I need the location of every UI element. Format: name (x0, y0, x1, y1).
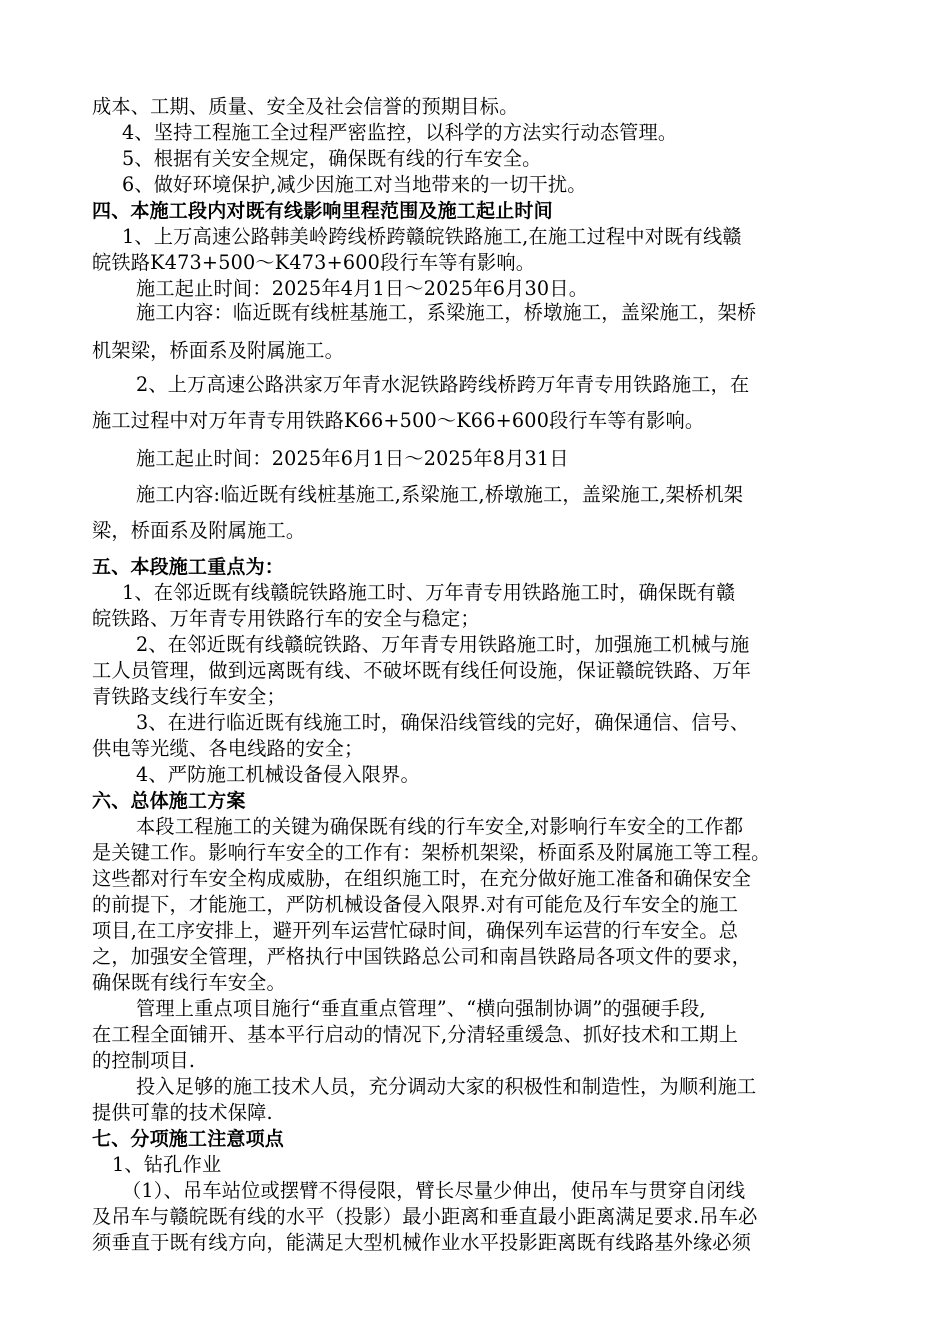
paragraph-line: 及吊车与赣皖既有线的水平（投影）最小距离和垂直最小距离满足要求.吊车必 (92, 1205, 758, 1228)
paragraph-line: 工人员管理，做到远离既有线、不破坏既有线任何设施，保证赣皖铁路、万年 (92, 659, 752, 682)
paragraph-line: 的控制项目. (92, 1049, 196, 1072)
section-heading: 四、本施工段内对既有线影响里程范围及施工起止时间 (92, 200, 553, 222)
paragraph-line: 施工内容:临近既有线桩基施工,系梁施工,桥墩施工，盖梁施工,架桥机架 (136, 483, 744, 506)
paragraph-line: 施工起止时间：2025年4月1日～2025年6月30日。 (136, 277, 589, 300)
paragraph-line: 1、上万高速公路韩美岭跨线桥跨赣皖铁路施工,在施工过程中对既有线赣 (122, 225, 742, 248)
paragraph-line: 2、在邻近既有线赣皖铁路、万年青专用铁路施工时，加强施工机械与施 (136, 633, 750, 656)
paragraph-line: 须垂直于既有线方向，能满足大型机械作业水平投影距离既有线路基外缘必须 (92, 1231, 752, 1254)
paragraph-line: 5、根据有关安全规定，确保既有线的行车安全。 (122, 147, 542, 170)
paragraph-line: 成本、工期、质量、安全及社会信誉的预期目标。 (92, 95, 519, 118)
section-heading: 七、分项施工注意项点 (92, 1128, 285, 1150)
paragraph-line: （1）、吊车站位或摆臂不得侵限，臂长尽量少伸出，使吊车与贯穿自闭线 (122, 1179, 746, 1202)
paragraph-line: 投入足够的施工技术人员，充分调动大家的积极性和制造性，为顺利施工 (136, 1075, 757, 1098)
paragraph-line: 皖铁路K473+500～K473+600段行车等有影响。 (92, 251, 536, 274)
paragraph-line: 青铁路支线行车安全； (92, 685, 286, 708)
paragraph-line: 管理上重点项目施行“垂直重点管理”、“横向强制协调”的强硬手段, (136, 997, 706, 1020)
paragraph-line: 提供可靠的技术保障. (92, 1101, 273, 1124)
paragraph-line: 2、上万高速公路洪家万年青水泥铁路跨线桥跨万年青专用铁路施工，在 (136, 373, 750, 396)
paragraph-line: 本段工程施工的关键为确保既有线的行车安全,对影响行车安全的工作都 (136, 815, 744, 838)
paragraph-line: 皖铁路、万年青专用铁路行车的安全与稳定； (92, 607, 480, 630)
paragraph-line: 项目,在工序安排上，避开列车运营忙碌时间，确保列车运营的行车安全。总 (92, 919, 739, 942)
paragraph-line: 4、严防施工机械设备侵入限界。 (136, 763, 420, 786)
paragraph-line: 施工起止时间：2025年6月1日～2025年8月31日 (136, 447, 569, 470)
paragraph-line: 供电等光缆、各电线路的安全； (92, 737, 364, 760)
paragraph-line: 在工程全面铺开、基本平行启动的情况下,分清轻重缓急、抓好技术和工期上 (92, 1023, 739, 1046)
paragraph-line: 4、坚持工程施工全过程严密监控，以科学的方法实行动态管理。 (122, 121, 678, 144)
paragraph-line: 机架梁，桥面系及附属施工。 (92, 339, 345, 362)
paragraph-line: 梁，桥面系及附属施工。 (92, 519, 306, 542)
paragraph-line: 1、在邻近既有线赣皖铁路施工时、万年青专用铁路施工时，确保既有赣 (122, 581, 736, 604)
paragraph-line: 施工过程中对万年青专用铁路K66+500～K66+600段行车等有影响。 (92, 409, 705, 432)
paragraph-line: 施工内容：临近既有线桩基施工，系梁施工，桥墩施工，盖梁施工，架桥 (136, 301, 757, 324)
paragraph-line: 是关键工作。影响行车安全的工作有：架桥机架梁，桥面系及附属施工等工程。 (92, 841, 771, 864)
section-heading: 五、本段施工重点为： (92, 556, 285, 578)
paragraph-line: 1、钻孔作业 (112, 1153, 222, 1176)
paragraph-line: 这些都对行车安全构成威胁，在组织施工时，在充分做好施工准备和确保安全 (92, 867, 752, 890)
paragraph-line: 确保既有线行车安全。 (92, 971, 286, 994)
paragraph-line: 3、在进行临近既有线施工时，确保沿线管线的完好，确保通信、信号、 (136, 711, 750, 734)
paragraph-line: 之，加强安全管理，严格执行中国铁路总公司和南昌铁路局各项文件的要求， (92, 945, 752, 968)
paragraph-line: 6、做好环境保护,减少因施工对当地带来的一切干扰。 (122, 173, 587, 196)
section-heading: 六、总体施工方案 (92, 790, 246, 812)
paragraph-line: 的前提下，才能施工，严防机械设备侵入限界.对有可能危及行车安全的施工 (92, 893, 739, 916)
